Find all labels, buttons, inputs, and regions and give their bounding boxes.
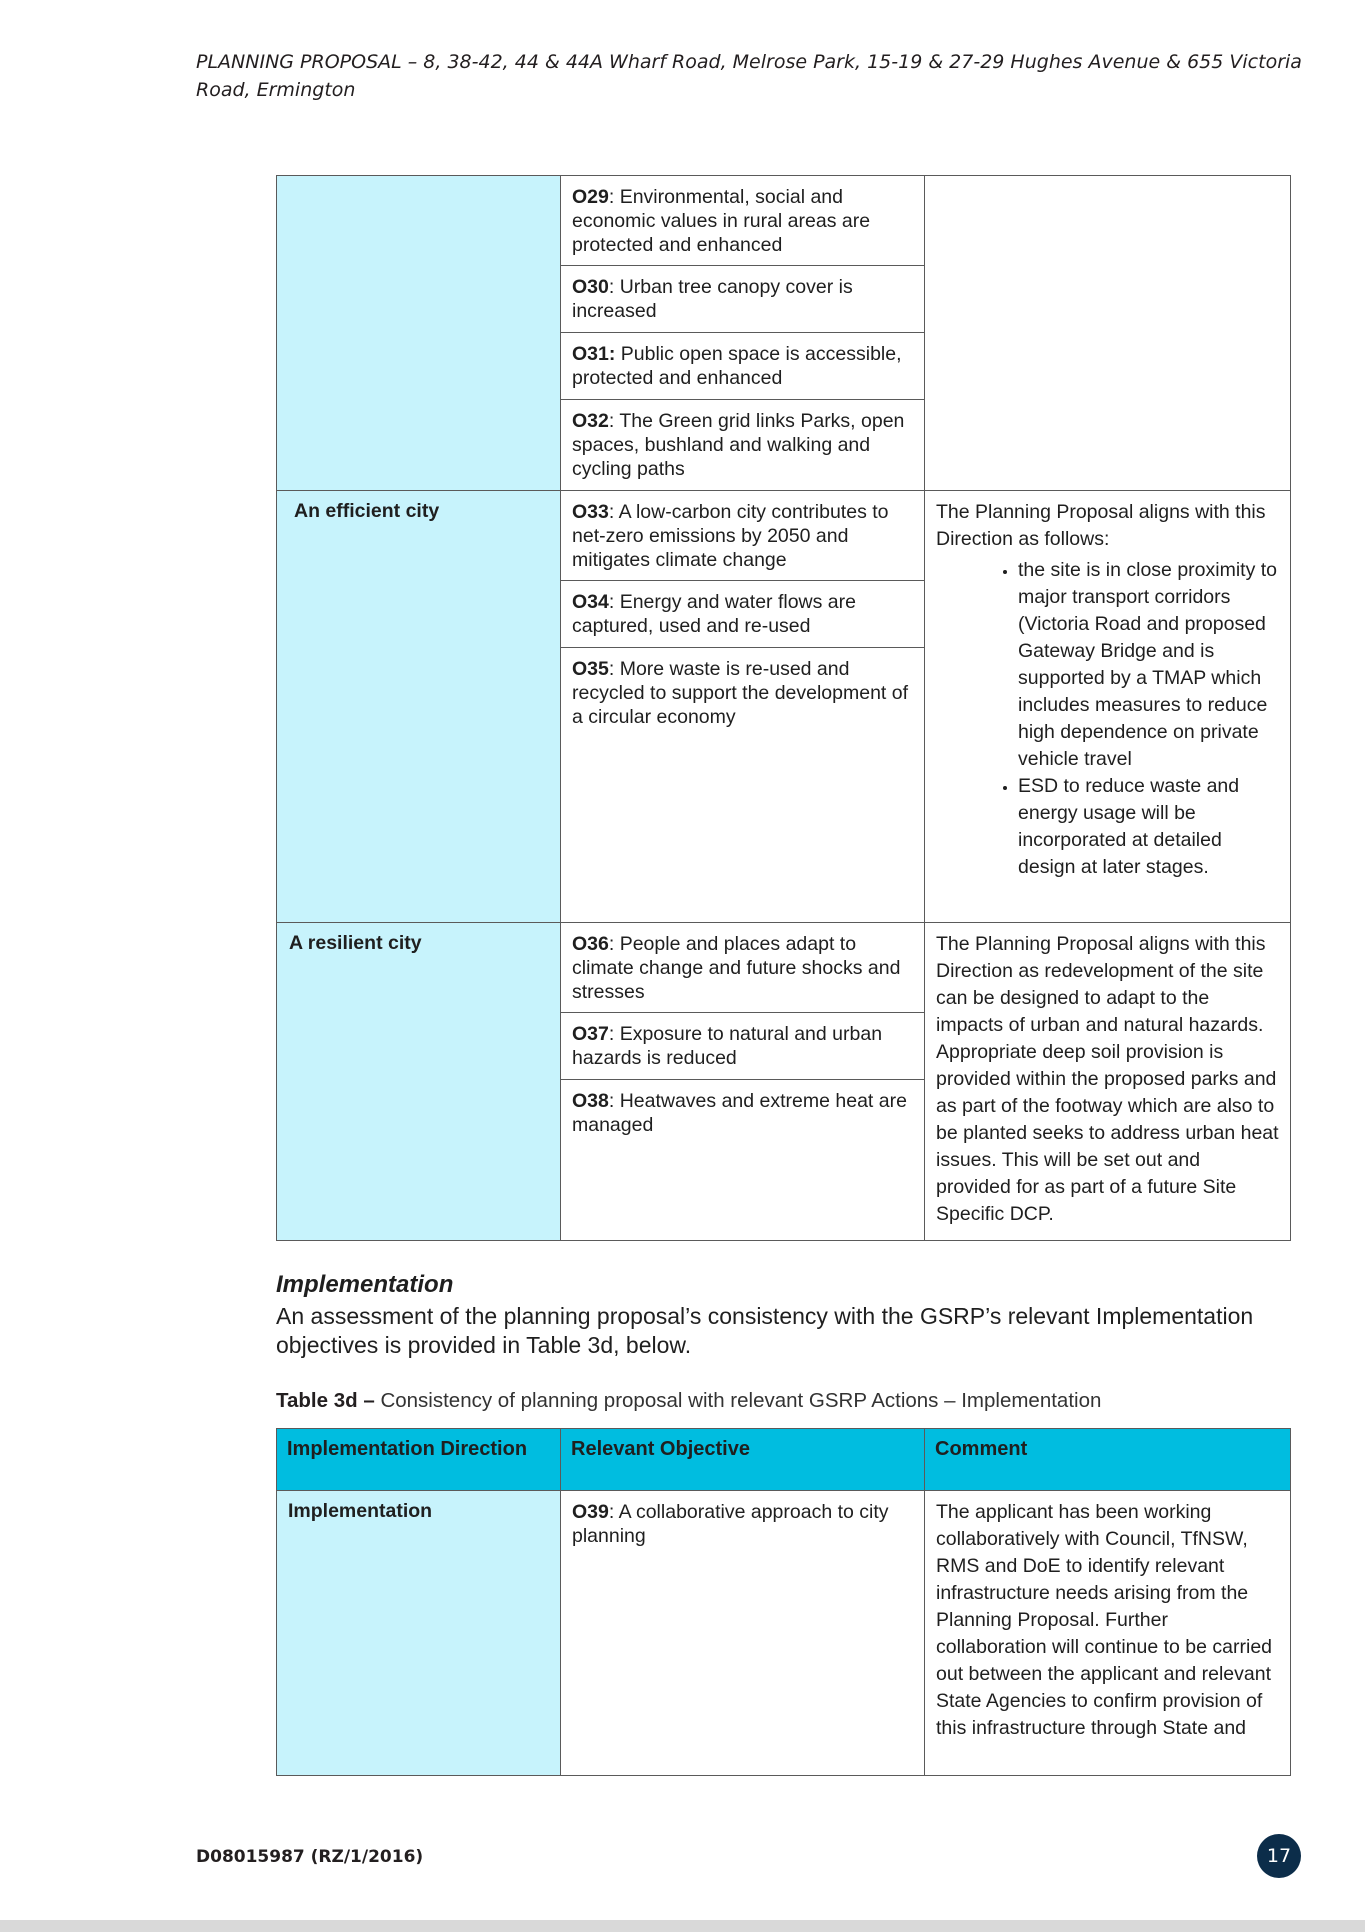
comment-resilient-city: The Planning Proposal aligns with this Direction as redevelopment of the site can be designed to adapt to the impacts of urban and natural hazards. Appropriate deep soil provision is provided within the proposed parks and as part of the footway which are also to be planted seeks to address urban heat issues. This will be set out and provided for as part of a future Site Specific DCP. — [925, 923, 1291, 1241]
direction-cell — [277, 176, 561, 491]
table-row — [277, 176, 1291, 266]
table-row — [277, 923, 1291, 1013]
list-item: • ESD to reduce waste and energy usage will be incorporated at detailed design at later stages. — [1018, 773, 1280, 881]
objective-o36: O36: People and places adapt to climate change and future shocks and stresses — [561, 923, 925, 1013]
objective-o35: O35: More waste is re-used and recycled to support the development of a circular economy — [561, 648, 925, 923]
objective-o29: O29: Environmental, social and economic values in rural areas are protected and enhanced — [561, 176, 925, 266]
table-row — [277, 491, 1291, 581]
direction-efficient-city: An efficient city — [277, 491, 561, 923]
implementation-paragraph: An assessment of the planning proposal’s consistency with the GSRP’s relevant Implementation objectives is provided in Table 3d, below. — [276, 1303, 1254, 1358]
consistency-table-continued — [276, 175, 1291, 1241]
table-row — [277, 1491, 1291, 1776]
objective-o34: O34: Energy and water flows are captured, used and re-used — [561, 581, 925, 648]
header-comment: Comment — [925, 1429, 1291, 1491]
objective-o33: O33: A low-carbon city contributes to net-zero emissions by 2050 and mitigates climate change — [561, 491, 925, 581]
objective-o39: O39: A collaborative approach to city planning — [561, 1491, 925, 1776]
objective-o37: O37: Exposure to natural and urban hazards is reduced — [561, 1013, 925, 1080]
objective-o31: O31: Public open space is accessible, protected and enhanced — [561, 333, 925, 400]
viewer-bottom-bar — [0, 1920, 1365, 1932]
comment-cell-empty — [925, 176, 1291, 491]
document-header: PLANNING PROPOSAL – 8, 38-42, 44 & 44A Wharf Road, Melrose Park, 15-19 & 27-29 Hughes Avenue & 655 Victoria Road, Ermington — [196, 51, 1302, 101]
direction-implementation: Implementation — [277, 1491, 561, 1776]
table-header-row — [277, 1429, 1291, 1491]
header-relevant-objective: Relevant Objective — [561, 1429, 925, 1491]
comment-intro: The Planning Proposal aligns with this Direction as follows: — [936, 501, 1266, 550]
comment-bullet-list — [936, 557, 1280, 881]
table-caption: Table 3d – Consistency of planning proposal with relevant GSRP Actions – Implementation — [276, 1389, 1102, 1412]
implementation-heading: Implementation — [276, 1271, 454, 1298]
comment-efficient-city — [925, 491, 1291, 923]
objective-o38: O38: Heatwaves and extreme heat are managed — [561, 1080, 925, 1241]
header-implementation-direction: Implementation Direction — [277, 1429, 561, 1491]
document-reference: D08015987 (RZ/1/2016) — [196, 1847, 424, 1867]
objective-o30: O30: Urban tree canopy cover is increased — [561, 266, 925, 333]
objective-o32: O32: The Green grid links Parks, open spaces, bushland and walking and cycling paths — [561, 400, 925, 491]
comment-implementation: The applicant has been working collaboratively with Council, TfNSW, RMS and DoE to identify relevant infrastructure needs arising from the Planning Proposal. Further collaboration will continue to be carried out between the applicant and relevant State Agencies to confirm provision of this infrastructure through State and — [925, 1491, 1291, 1776]
direction-resilient-city: A resilient city — [277, 923, 561, 1241]
list-item: • the site is in close proximity to major transport corridors (Victoria Road and proposed Gateway Bridge and is supported by a TMAP which includes measures to reduce high dependence on private vehicle travel — [1018, 557, 1280, 773]
table-3d — [276, 1428, 1291, 1776]
page-number: 17 — [1257, 1834, 1301, 1878]
